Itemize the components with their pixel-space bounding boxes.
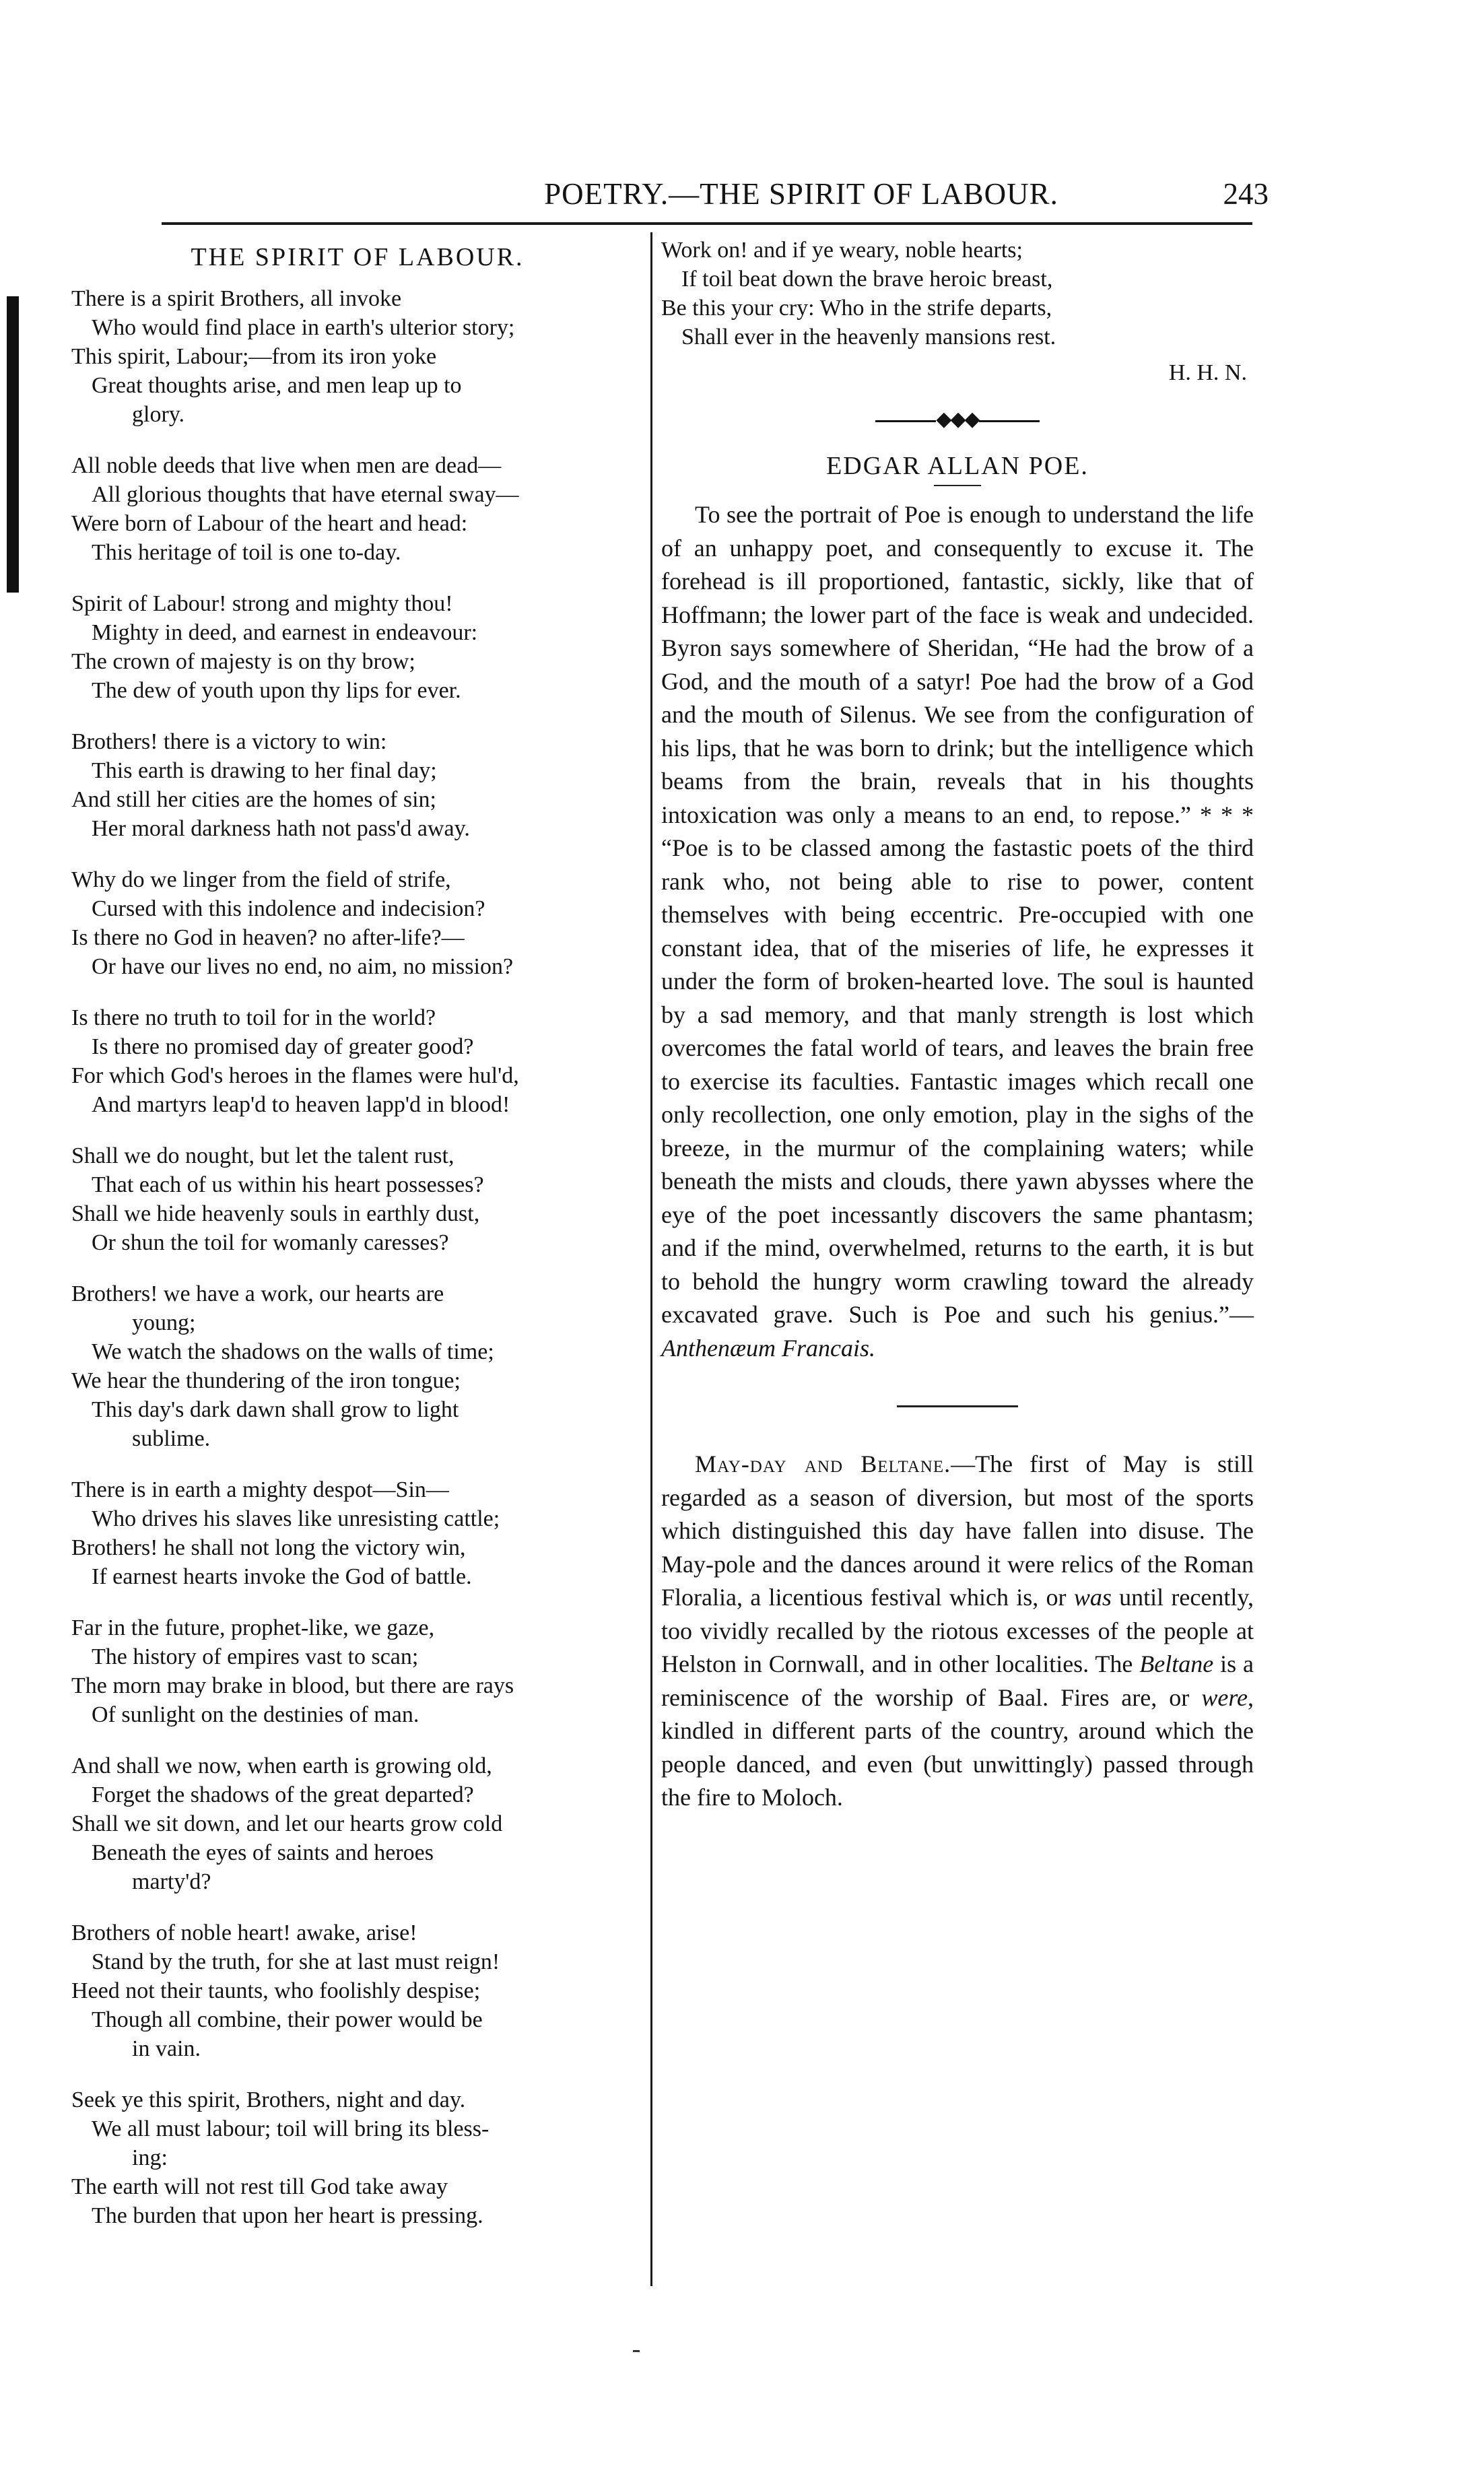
- poem-stanza: [71, 589, 644, 705]
- poem-line: This spirit, Labour;—from its iron yoke: [71, 344, 437, 369]
- poem-line: We watch the shadows on the walls of time;: [92, 1339, 494, 1364]
- poem-line: All glorious thoughts that have eternal sway—: [92, 482, 519, 507]
- column-divider: [650, 232, 652, 2286]
- poem-line: ing:: [132, 2145, 168, 2170]
- poem-line: Though all combine, their power would be: [92, 2007, 483, 2032]
- poem-line: Who drives his slaves like unresisting cattle;: [92, 1506, 500, 1531]
- poem-stanza: [71, 1613, 644, 1729]
- mayday-article-body: May-day and Beltane.—The first of May is still regarded as a season of diversion, but most of the sports which distinguished this day have fallen into disuse. The May-pole and the dances around it were relics of the Roman Floralia, a licentious festival which is, or was until recently, too vividly recalled by the riotous excesses of the people at Helston in Cornwall, and in other localities. The Beltane is a reminiscence of the worship of Baal. Fires are, or were, kindled in different parts of the country, around which the people danced, and even (but unwittingly) passed through the fire to Moloch.: [661, 1450, 1254, 1811]
- poem-line: The history of empires vast to scan;: [92, 1644, 419, 1669]
- footer-mark: [633, 2350, 640, 2352]
- poem-line: Or have our lives no end, no aim, no mission?: [92, 954, 514, 979]
- poem-line: Or shun the toil for womanly caresses?: [92, 1230, 449, 1255]
- title-rule: [934, 485, 981, 486]
- poem-line: And shall we now, when earth is growing old,: [71, 1753, 492, 1778]
- poem-line: Spirit of Labour! strong and mighty thou!: [71, 591, 453, 616]
- poem-line: The earth will not rest till God take away: [71, 2174, 448, 2199]
- poe-article-body: To see the portrait of Poe is enough to understand the life of an unhappy poet, and consequently to excuse it. The forehead is ill proportioned, fantastic, sickly, like that of Hoffmann; the lower part of the face is weak and undecided. Byron says somewhere of Sheridan, “He had the brow of a God, and the mouth of a satyr! Poe had the brow of a God and the mouth of Silenus. We see from the configuration of his lips, that he was born to drink; but the intelligence which beams from the brain, reveals that in his thoughts intoxication was only a means to an end, to repose.” * * * “Poe is to be classed among the fastastic poets of the third rank who, not being able to rise to power, content themselves with being eccentric. Pre-occupied with one constant idea, that of the miseries of life, he expresses it under the form of broken-hearted love. The soul is haunted by a sad memory, and that manly strength is lost which overcomes the fatal world of tears, and leaves the brain free to exercise its faculties. Fantastic images which recall one only recollection, one only emotion, play in the sighs of the breeze, in the murmur of the complaining waters; while beneath the mists and clouds, there yawn abysses where the eye of the poet incessantly discovers the same phantasm; and if the mind, overwhelmed, returns to the earth, it is but to behold the hungry worm crawling toward the already excavated grave. Such is Poe and such his genius.”—Anthenæum Francais.: [661, 501, 1254, 1362]
- poem-line: sublime.: [132, 1426, 211, 1451]
- poem-line: Shall ever in the heavenly mansions rest.: [681, 325, 1056, 349]
- poem-line: Is there no God in heaven? no after-life?—: [71, 925, 465, 950]
- poem-stanza: [71, 727, 644, 843]
- poem-line: The morn may brake in blood, but there are rays: [71, 1673, 514, 1698]
- scan-margin-bar: [7, 296, 19, 593]
- poem-line: Of sunlight on the destinies of man.: [92, 1702, 419, 1727]
- poem-stanza: [71, 284, 644, 429]
- poem-line: Brothers! he shall not long the victory win,: [71, 1535, 466, 1560]
- poem-stanza: [71, 1003, 644, 1119]
- poem-line: Brothers! we have a work, our hearts are: [71, 1281, 444, 1306]
- poem-line: And martyrs leap'd to heaven lapp'd in blood!: [92, 1092, 510, 1117]
- poem-line: Shall we sit down, and let our hearts grow cold: [71, 1811, 503, 1836]
- poem-line: Beneath the eyes of saints and heroes: [92, 1840, 434, 1865]
- poem-line: The burden that upon her heart is pressing.: [92, 2203, 483, 2228]
- article-separator: [897, 1405, 1018, 1407]
- poem-line: Shall we hide heavenly souls in earthly dust,: [71, 1201, 480, 1226]
- poem-stanza: [71, 1279, 644, 1453]
- poem-stanza: [71, 1141, 644, 1257]
- poem-line: Be this your cry: Who in the strife departs,: [661, 296, 1052, 321]
- poem-line: This heritage of toil is one to-day.: [92, 540, 401, 565]
- poem-line: There is a spirit Brothers, all invoke: [71, 286, 402, 311]
- poem-stanza: [71, 1751, 644, 1896]
- poem-stanza: [71, 1475, 644, 1591]
- poem-line: If toil beat down the brave heroic breast,: [681, 267, 1053, 292]
- poem-line: Heed not their taunts, who foolishly despise;: [71, 1978, 481, 2003]
- poem-line: Brothers of noble heart! awake, arise!: [71, 1920, 417, 1945]
- poem-line: Great thoughts arise, and men leap up to: [92, 373, 462, 398]
- poem-line: For which God's heroes in the flames were hul'd,: [71, 1063, 519, 1088]
- poem-line: Why do we linger from the field of strife,: [71, 867, 451, 892]
- section-ornament: ◆◆◆: [661, 407, 1254, 431]
- poem-line: in vain.: [132, 2036, 201, 2061]
- left-column: [71, 236, 644, 2252]
- poem-stanza: [71, 2085, 644, 2230]
- poem-signature: H. H. N.: [1168, 360, 1247, 385]
- poem-line: Were born of Labour of the heart and head:: [71, 511, 468, 536]
- poem-line: Her moral darkness hath not pass'd away.: [92, 816, 470, 841]
- poem-line: Shall we do nought, but let the talent rust,: [71, 1143, 454, 1168]
- poem-line: There is in earth a mighty despot—Sin—: [71, 1477, 449, 1502]
- poem-stanzas-right: [661, 236, 1254, 352]
- header-rule: [162, 222, 1252, 225]
- poem-line: We hear the thundering of the iron tongue;: [71, 1368, 461, 1393]
- poem-line: We all must labour; toil will bring its bless-: [92, 2116, 490, 2141]
- poem-stanzas-left: [71, 284, 644, 2230]
- right-column: [661, 236, 1254, 1815]
- poem-line: The crown of majesty is on thy brow;: [71, 649, 415, 674]
- poem-line: Far in the future, prophet-like, we gaze,: [71, 1615, 435, 1640]
- poem-stanza: [71, 865, 644, 981]
- poe-article-source: Anthenæum Francais.: [661, 1334, 875, 1362]
- poem-line: Who would find place in earth's ulterior story;: [92, 315, 515, 340]
- mayday-lead: May-day and Beltane.: [695, 1450, 951, 1477]
- poem-line: marty'd?: [132, 1869, 211, 1894]
- poem-line: This day's dark dawn shall grow to light: [92, 1397, 459, 1422]
- poem-stanza: [71, 451, 644, 567]
- poem-stanza: [71, 1918, 644, 2063]
- poem-line: Seek ye this spirit, Brothers, night and day.: [71, 2087, 466, 2112]
- running-title: POETRY.—THE SPIRIT OF LABOUR.: [544, 177, 1058, 211]
- poem-line: Forget the shadows of the great departed?: [92, 1782, 474, 1807]
- poem-line: That each of us within his heart possesses?: [92, 1172, 484, 1197]
- poem-line: And still her cities are the homes of sin;: [71, 787, 436, 812]
- poem-line: young;: [132, 1310, 196, 1335]
- page-number: 243: [1223, 177, 1269, 211]
- poem-line: The dew of youth upon thy lips for ever.: [92, 678, 461, 703]
- poem-line: Is there no truth to toil for in the world?: [71, 1005, 436, 1030]
- poem-line: Work on! and if ye weary, noble hearts;: [661, 238, 1023, 263]
- poem-line: All noble deeds that live when men are dead—: [71, 453, 502, 478]
- poem-stanza: [661, 236, 1254, 352]
- poem-title: THE SPIRIT OF LABOUR.: [191, 243, 525, 271]
- poem-line: If earnest hearts invoke the God of battle.: [92, 1564, 472, 1589]
- poem-line: Stand by the truth, for she at last must reign!: [92, 1949, 500, 1974]
- poem-line: Cursed with this indolence and indecision?: [92, 896, 485, 921]
- poem-line: This earth is drawing to her final day;: [92, 758, 437, 783]
- poem-line: Brothers! there is a victory to win:: [71, 729, 387, 754]
- poem-line: glory.: [132, 402, 185, 427]
- poem-line: Mighty in deed, and earnest in endeavour:: [92, 620, 478, 645]
- poem-line: Is there no promised day of greater good?: [92, 1034, 474, 1059]
- poe-article-title: EDGAR ALLAN POE.: [826, 452, 1089, 480]
